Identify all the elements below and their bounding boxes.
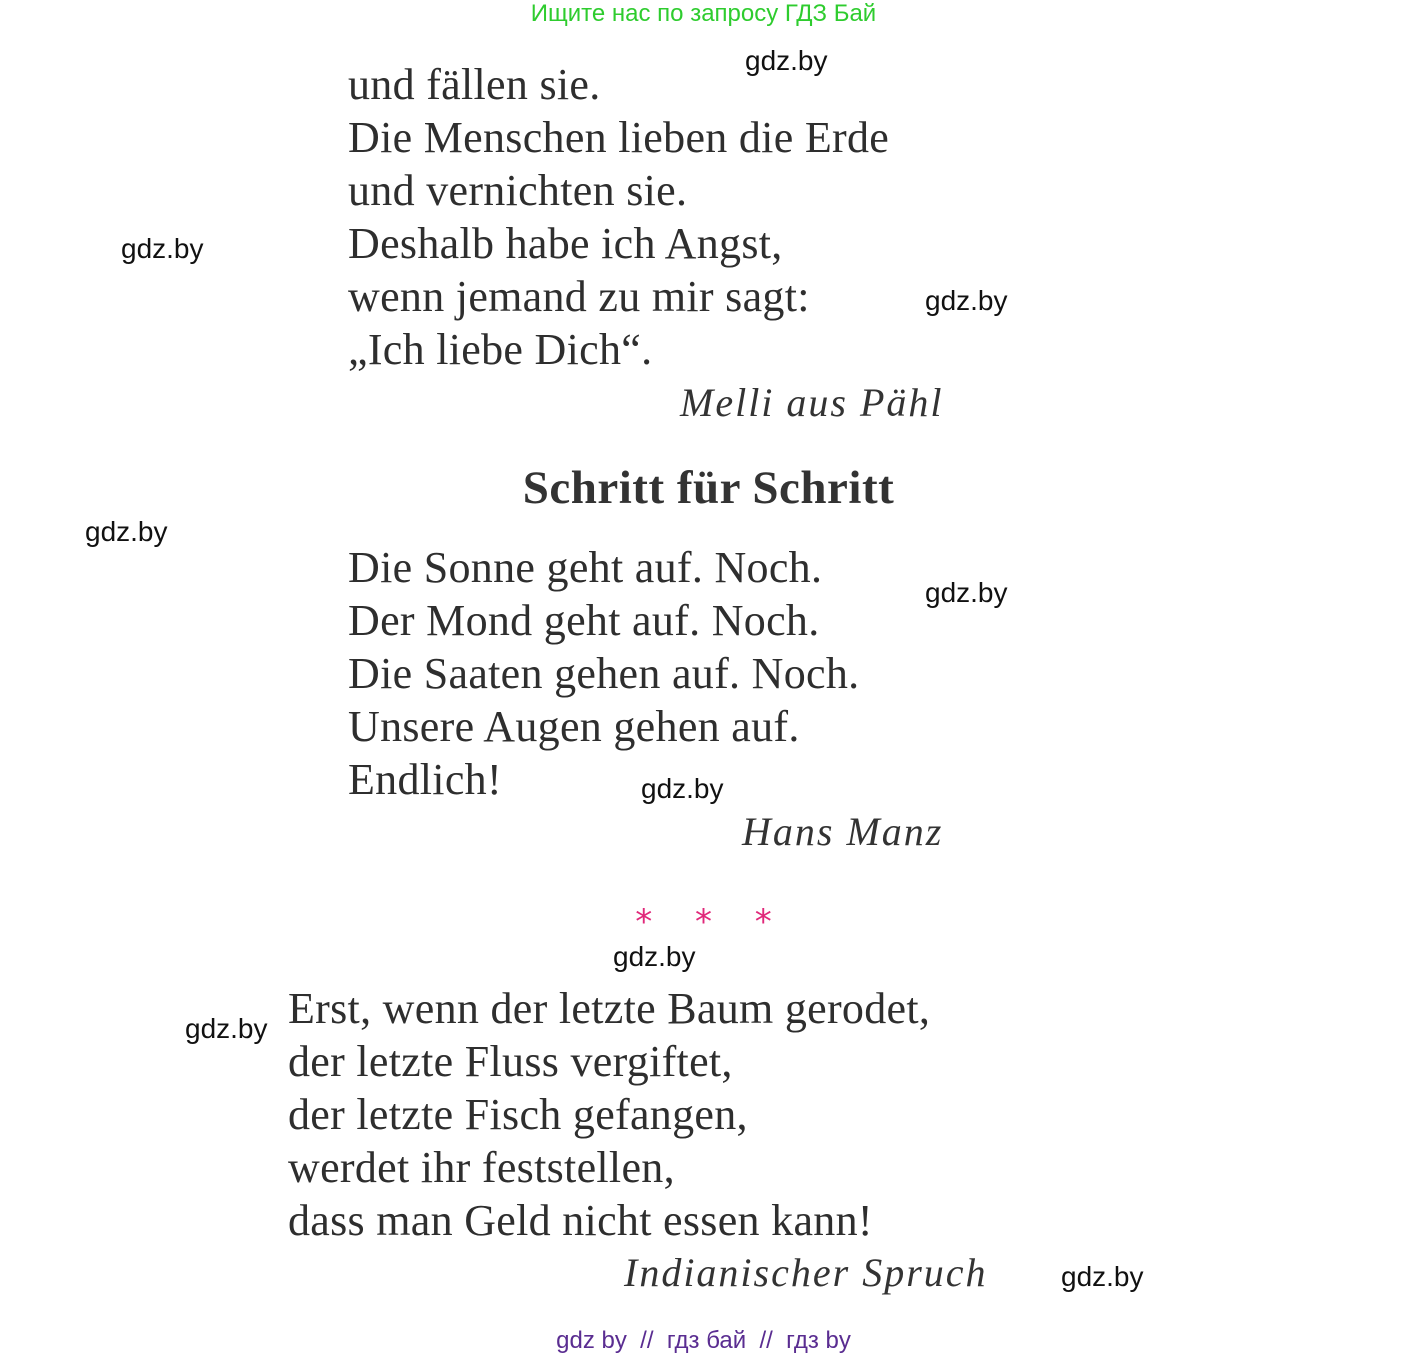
poem-2-title: Schritt für Schritt	[522, 462, 895, 514]
poem-2	[348, 541, 859, 806]
watermark: gdz.by	[745, 45, 828, 76]
poem-line: Endlich!	[348, 755, 502, 804]
top-banner: Ищите нас по запросу ГДЗ Бай	[530, 0, 877, 27]
poem-2-author: Hans Manz	[742, 809, 944, 854]
poem-line: Deshalb habe ich Angst,	[348, 219, 783, 268]
poem-line: Die Sonne geht auf. Noch.	[348, 543, 823, 592]
poem-3	[288, 982, 930, 1247]
poem-line: werdet ihr feststellen,	[288, 1143, 675, 1192]
poem-line: dass man Geld nicht essen kann!	[288, 1196, 873, 1245]
poem-line: Die Saaten gehen auf. Noch.	[348, 649, 860, 698]
asterisk-separator: * * *	[635, 902, 788, 942]
poem-line: und vernichten sie.	[348, 166, 688, 215]
watermark: gdz.by	[925, 577, 1008, 608]
poem-line: Unsere Augen gehen auf.	[348, 702, 800, 751]
poem-line: Die Menschen lieben die Erde	[348, 113, 890, 162]
poem-1	[348, 58, 889, 376]
poem-1-author: Melli aus Pähl	[680, 380, 944, 425]
poem-line: „Ich liebe Dich“.	[348, 325, 653, 374]
poem-line: wenn jemand zu mir sagt:	[348, 272, 810, 321]
poem-line: und fällen sie.	[348, 60, 601, 109]
footer-links: gdz by // гдз бай // гдз by	[556, 1327, 851, 1354]
watermark: gdz.by	[185, 1013, 268, 1044]
watermark: gdz.by	[613, 941, 696, 972]
poem-line: Der Mond geht auf. Noch.	[348, 596, 820, 645]
poem-line: der letzte Fisch gefangen,	[288, 1090, 748, 1139]
watermark: gdz.by	[1061, 1261, 1144, 1292]
watermark: gdz.by	[925, 285, 1008, 316]
watermark: gdz.by	[85, 516, 168, 547]
poem-line: der letzte Fluss vergiftet,	[288, 1037, 733, 1086]
poem-line: Erst, wenn der letzte Baum gerodet,	[288, 984, 931, 1033]
watermark: gdz.by	[121, 233, 204, 264]
watermark: gdz.by	[641, 773, 724, 804]
poem-3-author: Indianischer Spruch	[624, 1250, 988, 1295]
